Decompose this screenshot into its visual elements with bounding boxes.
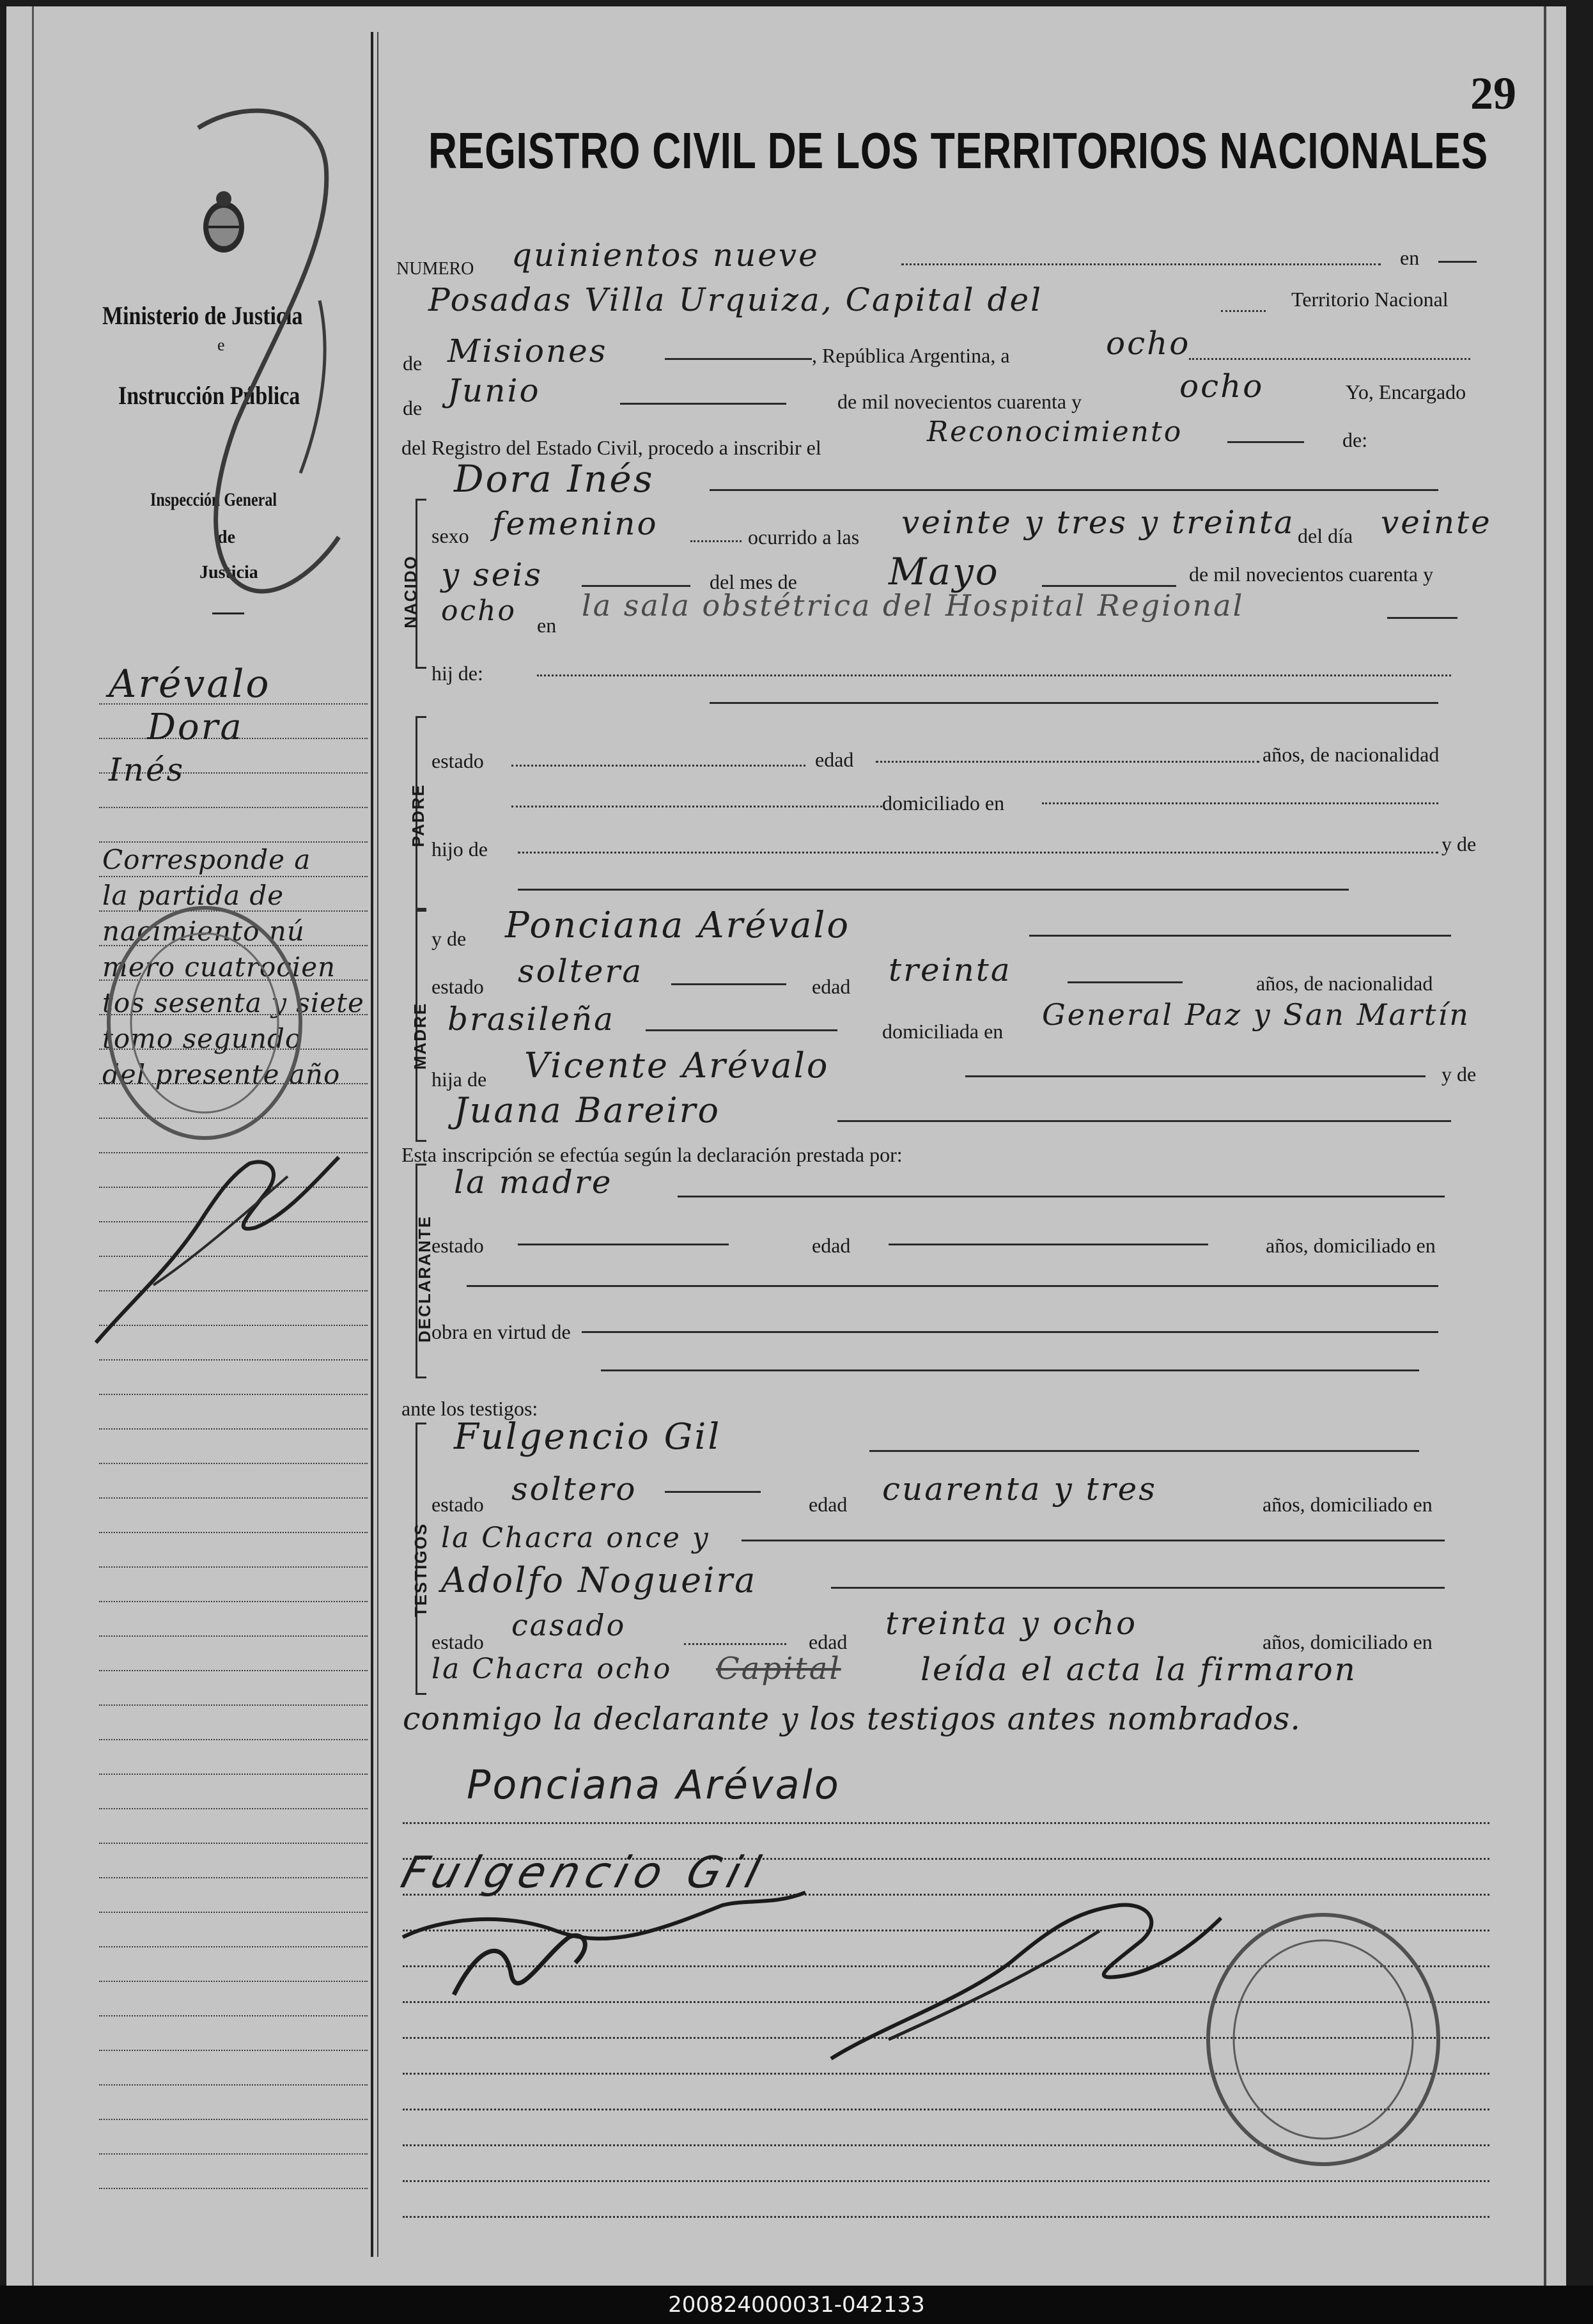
- official-signature-icon: [441, 1918, 607, 2014]
- entry-mes: Mayo: [889, 550, 1000, 593]
- margin-note-line: la partida de: [102, 880, 284, 911]
- label-mil-novecientos: de mil novecientos cuarenta y: [837, 390, 1082, 413]
- ministry-line-1: Ministerio de Justicia: [102, 301, 303, 330]
- section-label-madre: MADRE: [410, 1002, 430, 1070]
- rule: [889, 1244, 1208, 1245]
- entry-act-type: Reconocimiento: [927, 416, 1183, 448]
- section-label-nacido: NACIDO: [400, 555, 420, 628]
- label-madre-hija-de: hija de: [431, 1068, 487, 1091]
- entry-witness2-estado: casado: [511, 1608, 626, 1642]
- margin-rule: [99, 1981, 368, 1982]
- label-del-dia: del día: [1298, 524, 1353, 547]
- registry-stamp-icon: [96, 895, 313, 1151]
- rule: [403, 2216, 1489, 2218]
- rule: [518, 852, 1438, 854]
- rule: [1042, 585, 1176, 587]
- inspection-line-3: Justicia: [199, 563, 258, 582]
- margin-divider-inner: [377, 32, 378, 2257]
- entry-closing-line-2: conmigo la declarante y los testigos antes nombrados.: [403, 1701, 1301, 1737]
- rule: [582, 1331, 1438, 1333]
- rule: [831, 1587, 1445, 1589]
- rule: [518, 1244, 729, 1245]
- rule: [646, 1029, 837, 1031]
- label-declarante-edad: edad: [812, 1234, 851, 1257]
- rule: [511, 806, 882, 807]
- entry-witness1-domicilio: la Chacra once y: [441, 1522, 710, 1554]
- rule: [710, 489, 1438, 491]
- label-de-1: de: [403, 352, 423, 375]
- label-padre-nacionalidad: años, de nacionalidad: [1263, 743, 1440, 766]
- entry-witness1-estado: soltero: [511, 1470, 637, 1508]
- rule: [1227, 441, 1304, 443]
- rule: [1042, 802, 1438, 804]
- label-numero: NUMERO: [396, 259, 474, 279]
- label-sexo: sexo: [431, 524, 469, 547]
- rule: [511, 765, 805, 767]
- rule: [742, 1540, 1445, 1541]
- margin-rule: [99, 1912, 368, 1913]
- margin-rule: [99, 1428, 368, 1430]
- entry-place: Posadas Villa Urquiza, Capital del: [428, 281, 1043, 318]
- rule: [518, 889, 1349, 891]
- entry-closing-line-1: leída el acta la firmaron: [921, 1651, 1357, 1688]
- entry-mother-domicilio: General Paz y San Martín: [1042, 997, 1470, 1032]
- label-witness2-estado: estado: [431, 1630, 484, 1653]
- image-caption: 200824000031-042133: [0, 2286, 1593, 2324]
- folio-number: 29: [1470, 68, 1516, 119]
- margin-rule: [99, 2188, 368, 2189]
- entry-declarante: la madre: [454, 1164, 613, 1201]
- label-madre-y-de: y de: [431, 927, 467, 950]
- label-territorio: Territorio Nacional: [1291, 288, 1449, 311]
- entry-sexo: femenino: [492, 505, 658, 542]
- entry-month: Junio: [447, 372, 541, 409]
- label-witness1-edad: edad: [809, 1493, 848, 1516]
- entry-witness2-domicilio: la Chacra ocho: [431, 1653, 672, 1685]
- label-en: en: [1400, 246, 1420, 269]
- section-label-declarante: DECLARANTE: [415, 1215, 435, 1343]
- label-del-mes: del mes de: [710, 570, 797, 593]
- margin-rule: [99, 1877, 368, 1878]
- entry-witness2-name: Adolfo Nogueira: [441, 1560, 758, 1600]
- register-title: REGISTRO CIVIL DE LOS TERRITORIOS NACIONALES: [428, 122, 1489, 179]
- margin-rule: [99, 1704, 368, 1706]
- ministry-line-2: e: [217, 336, 225, 354]
- margin-rule: [99, 841, 368, 843]
- entry-territorio: Misiones: [447, 332, 608, 370]
- entry-hora: veinte y tres y treinta: [901, 504, 1295, 541]
- ministry-line-3: Instrucción Pública: [118, 381, 300, 410]
- margin-rule: [99, 1946, 368, 1947]
- entry-mother-name: Ponciana Arévalo: [505, 905, 851, 946]
- label-madre-edad: edad: [812, 975, 851, 998]
- entry-witness1-name: Fulgencio Gil: [454, 1416, 722, 1458]
- entry-closing-strike: Capital: [716, 1651, 841, 1687]
- rule: [403, 2180, 1489, 2182]
- rule: [837, 1120, 1451, 1122]
- margin-rule: [99, 1843, 368, 1844]
- label-witness1-estado: estado: [431, 1493, 484, 1516]
- margin-flourish-icon: [109, 90, 377, 665]
- entry-year-suffix: ocho: [1179, 368, 1264, 405]
- label-mil-novecientos-y: de mil novecientos cuarenta y: [1189, 563, 1434, 586]
- margin-surname: Arévalo: [109, 662, 271, 706]
- margin-rule: [99, 2050, 368, 2051]
- rule: [1221, 310, 1266, 312]
- margin-rule: [99, 1739, 368, 1740]
- label-de-colon: de:: [1342, 428, 1368, 451]
- inspection-line-1: Inspección General: [150, 489, 277, 510]
- entry-mother-edad: treinta: [889, 951, 1012, 988]
- margin-rule: [99, 1774, 368, 1775]
- label-hija: [431, 662, 483, 685]
- entry-witness2-edad: treinta y ocho: [885, 1605, 1138, 1642]
- rule: [601, 1369, 1419, 1371]
- margin-rule: [99, 1463, 368, 1464]
- margin-rule: [99, 876, 368, 877]
- signature-mother: Ponciana Arévalo: [467, 1761, 841, 1808]
- label-en-lugar: en: [537, 614, 557, 637]
- rule: [869, 1450, 1419, 1452]
- section-label-padre: PADRE: [408, 783, 428, 848]
- rule: [1438, 261, 1477, 263]
- label-del-registro: del Registro del Estado Civil, procedo a inscribir el: [401, 436, 821, 459]
- margin-rule: [99, 2015, 368, 2016]
- rule: [901, 263, 1381, 265]
- label-ocurrido: ocurrido a las: [748, 526, 860, 549]
- label-hija-suffix: de:: [458, 662, 483, 685]
- right-edge: [1544, 6, 1546, 2286]
- margin-rule: [99, 1394, 368, 1395]
- label-republica: , República Argentina, a: [812, 344, 1010, 367]
- margin-note-line: tos sesenta y siete: [102, 987, 364, 1018]
- label-witness2-domicilio: años, domiciliado en: [1263, 1630, 1433, 1653]
- label-padre-edad: edad: [815, 748, 854, 771]
- rule: [1387, 617, 1457, 619]
- margin-rule: [99, 1601, 368, 1602]
- label-padre-hijo-de: hijo de: [431, 838, 488, 861]
- rule: [665, 358, 812, 360]
- label-ante-testigos: ante los testigos:: [401, 1397, 538, 1420]
- label-witness2-edad: edad: [809, 1630, 848, 1653]
- rule: [965, 1075, 1426, 1077]
- register-page: [6, 6, 1566, 2286]
- entry-mother-nacionalidad: brasileña: [447, 1001, 615, 1038]
- label-declarante-estado: estado: [431, 1234, 484, 1257]
- label-madre-estado: estado: [431, 975, 484, 998]
- rule: [620, 403, 786, 405]
- label-declaracion: Esta inscripción se efectúa según la declaración prestada por:: [401, 1143, 903, 1166]
- label-padre-y-de: y de: [1441, 832, 1477, 855]
- margin-note-line: mero cuatrocien: [102, 951, 336, 983]
- margin-note-line: nacimiento nú: [102, 916, 305, 947]
- margin-signature-icon: [77, 1138, 352, 1355]
- rule: [678, 1196, 1445, 1197]
- rule: [582, 585, 690, 587]
- label-madre-y-de-2: y de: [1441, 1063, 1477, 1086]
- rule: [710, 702, 1438, 704]
- label-padre-estado: estado: [431, 749, 484, 772]
- rule: [671, 983, 786, 985]
- official-seal-icon: [1195, 1905, 1451, 2174]
- margin-note-line: del presente año: [102, 1059, 341, 1090]
- label-yo-encargado: Yo, Encargado: [1346, 380, 1466, 403]
- entry-dia-part2: y seis: [441, 556, 543, 593]
- margin-rule: [99, 807, 368, 808]
- label-declarante-domicilio: años, domiciliado en: [1266, 1234, 1436, 1257]
- entry-year-birth: ocho: [441, 595, 517, 627]
- entry-name: Dora Inés: [454, 457, 655, 501]
- margin-rule: [99, 2153, 368, 2155]
- label-obra-virtud: obra en virtud de: [431, 1320, 571, 1343]
- inspection-line-2: de: [217, 527, 235, 547]
- margin-note-line: Corresponde a: [102, 844, 311, 875]
- rule: [537, 675, 1451, 676]
- registrar-signature-icon: [818, 1886, 1234, 2078]
- margin-rule: [99, 1566, 368, 1568]
- margin-note-line: tomo segundo: [102, 1023, 302, 1054]
- margin-rule: [99, 2084, 368, 2086]
- rule: [665, 1491, 761, 1493]
- margin-given-1: Dora: [147, 706, 244, 748]
- entry-mother-estado: soltera: [518, 953, 644, 990]
- label-witness1-domicilio: años, domiciliado en: [1263, 1493, 1433, 1516]
- rule: [876, 761, 1259, 763]
- signature-witness: Fulgencio Gil: [396, 1848, 772, 1898]
- section-label-testigos: TESTIGOS: [411, 1522, 431, 1618]
- entry-numero: quinientos nueve: [511, 237, 820, 274]
- left-binding-edge: [32, 6, 34, 2286]
- rule: [690, 540, 742, 542]
- margin-rule: [99, 1359, 368, 1361]
- label-hij: hij: [431, 662, 453, 685]
- margin-rule: [99, 1497, 368, 1499]
- entry-mother-mother: Juana Bareiro: [454, 1090, 720, 1130]
- label-de-2: de: [403, 396, 423, 419]
- margin-rule: [99, 1635, 368, 1637]
- rule: [403, 1822, 1489, 1824]
- rule: [1068, 981, 1183, 983]
- label-madre-domicilio: domiciliada en: [882, 1020, 1004, 1043]
- entry-day: ocho: [1106, 325, 1191, 362]
- entry-witness1-edad: cuarenta y tres: [882, 1470, 1157, 1508]
- margin-given-2: Inés: [109, 751, 185, 788]
- label-madre-nacionalidad: años, de nacionalidad: [1256, 972, 1433, 995]
- label-padre-domicilio: domiciliado en: [882, 792, 1005, 815]
- rule: [1189, 358, 1470, 360]
- margin-rule: [99, 1808, 368, 1809]
- rule: [1029, 935, 1451, 937]
- rule: [467, 1285, 1438, 1287]
- rule: [684, 1643, 786, 1645]
- entry-lugar: la sala obstétrica del Hospital Regional: [582, 588, 1245, 623]
- margin-rule: [99, 1532, 368, 1533]
- margin-rule: [99, 2119, 368, 2120]
- entry-mother-father: Vicente Arévalo: [524, 1045, 830, 1086]
- margin-rule: [99, 1670, 368, 1671]
- entry-dia-part1: veinte: [1381, 504, 1492, 541]
